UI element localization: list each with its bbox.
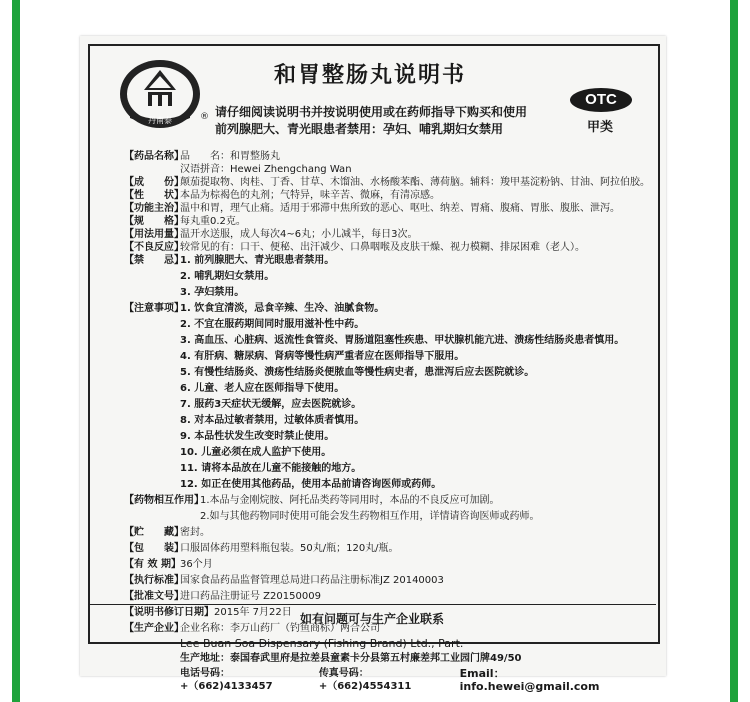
- row-standard: [124, 574, 624, 587]
- precaution-item: 10. 儿童必须在成人监护下使用。: [180, 447, 332, 458]
- page-title: 和胃整肠丸说明书: [273, 62, 466, 88]
- precaution-item: 9. 本品性状发生改变时禁止使用。: [180, 431, 335, 442]
- ingredients-text: 颠茄提取物、肉桂、丁香、甘草、木馏油、水杨酸苯酯、薄荷脑。辅料：羧甲基淀粉钠、甘油、阿拉伯胶。: [180, 177, 650, 188]
- interaction-row: [124, 510, 624, 523]
- precaution-item: 1. 饮食宜清淡，忌食辛辣、生冷、油腻食物。: [180, 303, 385, 314]
- maker-address-row: [124, 652, 624, 665]
- drug-generic-name: 品 名：和胃整肠丸: [180, 151, 280, 162]
- label-maker: 【生产企业】: [124, 623, 184, 634]
- label-validity: 【有 效 期】: [124, 559, 181, 570]
- footer-contact-note: 如有问题可与生产企业联系: [299, 612, 444, 626]
- precaution-row: [124, 478, 624, 491]
- precaution-item: 5. 有慢性结肠炎、溃疡性结肠炎便脓血等慢性病史者，患泄泻后应去医院就诊。: [180, 367, 535, 378]
- label-interactions: 【药物相互作用】: [124, 495, 204, 506]
- row-contra: [124, 254, 624, 267]
- precaution-row: [124, 334, 624, 347]
- right-border-bar: [730, 0, 738, 702]
- precaution-item: 11. 请将本品放在儿童不能接触的地方。: [180, 463, 362, 474]
- subtitle-warning: 前列腺肥大、青光眼患者禁用：孕妇、哺乳期妇女禁用: [215, 122, 504, 136]
- maker-phone: 电话号码：+（662)4133457: [180, 668, 273, 692]
- label-contra: 【禁 忌】: [124, 255, 184, 266]
- label-indication: 【功能主治】: [124, 203, 184, 214]
- row-interactions: [124, 494, 624, 507]
- validity-text: 36个月: [180, 559, 213, 570]
- standard-text: 国家食品药品监督管理总局进口药品注册标准JZ 20140003: [180, 575, 444, 586]
- package-text: 口服固体药用塑料瓶包装。50丸/瓶；120丸/瓶。: [180, 543, 399, 554]
- row-usage: [124, 228, 624, 241]
- precaution-row: [124, 398, 624, 411]
- precaution-row: [124, 430, 624, 443]
- label-ingredients: 【成 份】: [124, 177, 184, 188]
- spec-text: 每丸重0.2克。: [180, 216, 246, 227]
- svg-text:丹南泰: 丹南泰: [148, 116, 172, 125]
- interaction-item: 1.本品与金刚烷胺、阿托品类药等同用时，本品的不良反应可加剧。: [200, 495, 500, 506]
- row-character: [124, 189, 624, 202]
- row-adverse: [124, 241, 624, 254]
- contra-item: 1. 前列腺肥大、青光眼患者禁用。: [180, 255, 335, 266]
- maker-english-name: Lee Buan Soa Dispensary (Fishing Brand) Ltd., Part.: [180, 637, 464, 650]
- maker-address: 生产地址：泰国春武里府是拉差县童素卡分县第五村廉差邦工业园门牌49/50: [180, 653, 522, 664]
- precaution-row: [124, 350, 624, 363]
- maker-email: Email：info.hewei@gmail.com: [459, 667, 600, 693]
- precaution-row: [124, 318, 624, 331]
- otc-class: 甲类: [587, 120, 614, 135]
- precaution-item: 6. 儿童、老人应在医师指导下使用。: [180, 383, 345, 394]
- subtitle-read-instructions: 请仔细阅读说明书并按说明使用或在药师指导下购买和使用: [215, 105, 528, 119]
- label-storage: 【贮 藏】: [124, 527, 184, 538]
- label-character: 【性 状】: [124, 190, 184, 201]
- character-text: 本品为棕褐色的丸剂；气特异，味辛苦、微麻，有清凉感。: [180, 190, 440, 201]
- drug-pinyin: 汉语拼音：Hewei Zhengchang Wan: [180, 164, 352, 175]
- label-standard: 【执行标准】: [124, 575, 184, 586]
- precaution-row: [124, 414, 624, 427]
- usage-text: 温开水送服，成人每次4~6丸；小儿减半，每日3次。: [180, 229, 418, 240]
- indication-text: 温中和胃，理气止痛。适用于邪滞中焦所致的恶心、呕吐、纳差、胃痛、腹痛、胃胀、腹胀、泄泻。: [180, 203, 620, 214]
- interaction-item: 2.如与其他药物同时使用可能会发生药物相互作用，详情请咨询医师或药师。: [200, 511, 540, 522]
- label-package: 【包 装】: [124, 543, 184, 554]
- row-name: [124, 150, 624, 163]
- row-approval: [124, 590, 624, 603]
- precaution-row: [124, 382, 624, 395]
- maker-fax: 传真号码：+（662)4554311: [318, 668, 412, 692]
- precaution-row: [124, 446, 624, 459]
- row-spec: [124, 215, 624, 228]
- precaution-item: 3. 高血压、心脏病、返流性食管炎、胃肠道阻塞性疾患、甲状腺机能亢进、溃疡性结肠炎患者慎用。: [180, 335, 625, 346]
- label-adverse: 【不良反应】: [124, 242, 184, 253]
- row-pinyin: [124, 163, 624, 176]
- approval-text: 进口药品注册证号 Z20150009: [180, 591, 321, 602]
- maker-en-row: [124, 637, 624, 650]
- footer-divider: [88, 604, 656, 605]
- revision-text: 2015年 7月22日: [214, 607, 292, 618]
- row-package: [124, 542, 624, 555]
- row-validity: [124, 558, 624, 571]
- precaution-row: [124, 366, 624, 379]
- precaution-item: 12. 如正在使用其他药品，使用本品前请咨询医师或药师。: [180, 479, 442, 490]
- brand-logo-icon: [116, 56, 204, 132]
- precaution-item: 7. 服药3天症状无缓解，应去医院就诊。: [180, 399, 362, 410]
- row-storage: [124, 526, 624, 539]
- label-precautions: 【注意事项】: [124, 303, 184, 314]
- storage-text: 密封。: [180, 527, 210, 538]
- left-border-bar: [12, 0, 20, 702]
- contra-item: 3. 孕妇禁用。: [180, 287, 245, 298]
- label-approval: 【批准文号】: [124, 591, 184, 602]
- maker-contact-row: [124, 667, 624, 693]
- label-usage: 【用法用量】: [124, 229, 184, 240]
- precaution-item: 4. 有肝病、糖尿病、肾病等慢性病严重者应在医师指导下服用。: [180, 351, 465, 362]
- row-contra-3: [124, 286, 624, 299]
- row-indication: [124, 202, 624, 215]
- label-revision: 【说明书修订日期】: [124, 607, 214, 618]
- row-ingredients: [124, 176, 650, 189]
- precaution-row: [124, 462, 624, 475]
- row-precautions: [124, 302, 624, 315]
- precaution-item: 2. 不宜在服药期间同时服用滋补性中药。: [180, 319, 365, 330]
- adverse-text: 较常见的有：口干、便秘、出汗减少、口鼻咽喉及皮肤干燥、视力模糊、排尿困难（老人）。: [180, 242, 585, 253]
- precaution-item: 8. 对本品过敏者禁用，过敏体质者慎用。: [180, 415, 365, 426]
- registered-mark: ®: [200, 112, 209, 122]
- contra-item: 2. 哺乳期妇女禁用。: [180, 271, 275, 282]
- label-name: 【药品名称】: [124, 151, 184, 162]
- label-spec: 【规 格】: [124, 216, 184, 227]
- otc-badge: OTC: [570, 88, 632, 112]
- maker-name: 企业名称：李万山药厂（钓鱼商标）两合公司: [180, 623, 380, 634]
- row-contra-2: [124, 270, 624, 283]
